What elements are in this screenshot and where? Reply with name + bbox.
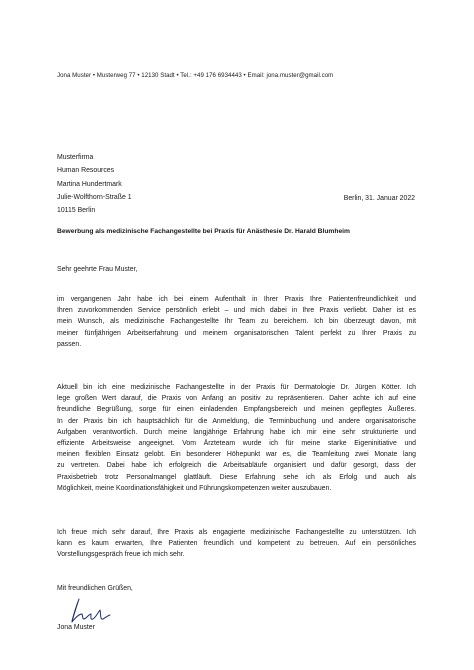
letter-subject: Bewerbung als medizinische Fachangestellte bei Praxis für Anästhesie Dr. Harald Blumheim [57,228,350,235]
paragraph-line: Aufgaben verantwortlich. Durch meine langjährige Erfahrung habe ich mir eine sehr strukturierte und [57,428,416,436]
paragraph-line: In der Praxis bin ich hauptsächlich für die Anmeldung, die Terminbuchung und andere organisatorische [57,417,416,425]
paragraph-line: meiner fünfjährigen Arbeitserfahrung und meinem organisatorischen Talent perfekt zu Ihrer Praxis zu [57,329,416,337]
recipient-city: 10115 Berlin [57,207,96,215]
handwritten-signature [60,595,122,625]
body-paragraph-2 [57,382,416,494]
recipient-contact-name: Martina Hundertmark [57,180,122,188]
paragraph-line: Aktuell bin ich eine medizinische Fachangestellte in der Praxis für Dermatologie Dr. Jürgen Kötter. Ich [57,384,416,391]
salutation: Sehr geehrte Frau Muster, [57,266,138,273]
recipient-department: Human Resources [57,167,115,175]
paragraph-line: Möglichkeit, meine Koordinationsfähigkeit und Führungskompetenzen weiter auszubauen. [57,484,332,492]
paragraph-line: im vergangenen Jahr habe ich bei einem Aufenthalt in Ihrer Praxis Ihre Patientenfreundlichkeit und [57,296,416,303]
paragraph-line: Praxisbetrieb trotz Personalmangel glattläuft. Diese Erfahrung sehe ich als Erfolg und auch als [57,473,416,481]
recipient-street: Julie-Wolfthorn-Straße 1 [57,193,132,201]
signer-name: Jona Muster [57,624,95,631]
paragraph-line: passen. [57,340,82,348]
recipient-address [57,151,132,217]
sender-line: Jona Muster • Musterweg 77 • 12130 Stadt • Tel.: +49 176 6934443 • Email: jona.muster@gmail.com [57,72,334,79]
closing-phrase: Mit freundlichen Grüßen, [57,585,133,592]
body-paragraph-1 [57,294,416,350]
paragraph-line: mein Wunsch, als medizinische Fachangestellte Ihr Team zu bereichern. Ich bin überzeugt davon, mit [57,318,416,326]
paragraph-line: Ihren zuvorkommenden Service persönlich erlebt – und mich dabei in Ihre Praxis verliebt. Daher ist es [57,307,416,315]
paragraph-line: lege großen Wert darauf, die Praxis von Anfang an positiv zu repräsentieren. Daher achte ich auf eine [57,395,416,403]
paragraph-line: kann es kaum erwarten, Ihre Patienten freundlich und kompetent zu betreuen. Auf ein persönliches [57,540,416,548]
paragraph-line: meinen flexiblen Einsatz gelobt. Ein besonderer Höhepunkt war es, die Teamleitung zwei Monate lang [57,451,416,459]
letter-date: Berlin, 31. Januar 2022 [343,195,415,202]
paragraph-line: freundliche Begrüßung, sorge für einen einladenden Empfangsbereich und meinen gepflegtes Äußeres. [57,406,416,414]
paragraph-line: zu vertreten. Dabei habe ich erfolgreich die Arbeitsabläufe organisiert und dafür gesorgt, dass der [57,462,416,470]
body-paragraph-3 [57,527,416,561]
recipient-company: Musterfirma [57,154,94,161]
paragraph-line: effiziente Arbeitsweise angeeignet. Vom Ärzteteam wurde ich für meine starke Eigeninitiative und [57,440,416,448]
paragraph-line: Vorstellungsgespräch freue ich mich sehr. [57,551,185,559]
paragraph-line: Ich freue mich sehr darauf, Ihre Praxis als engagierte medizinische Fachangestellte zu unterstützen. Ich [57,529,416,536]
